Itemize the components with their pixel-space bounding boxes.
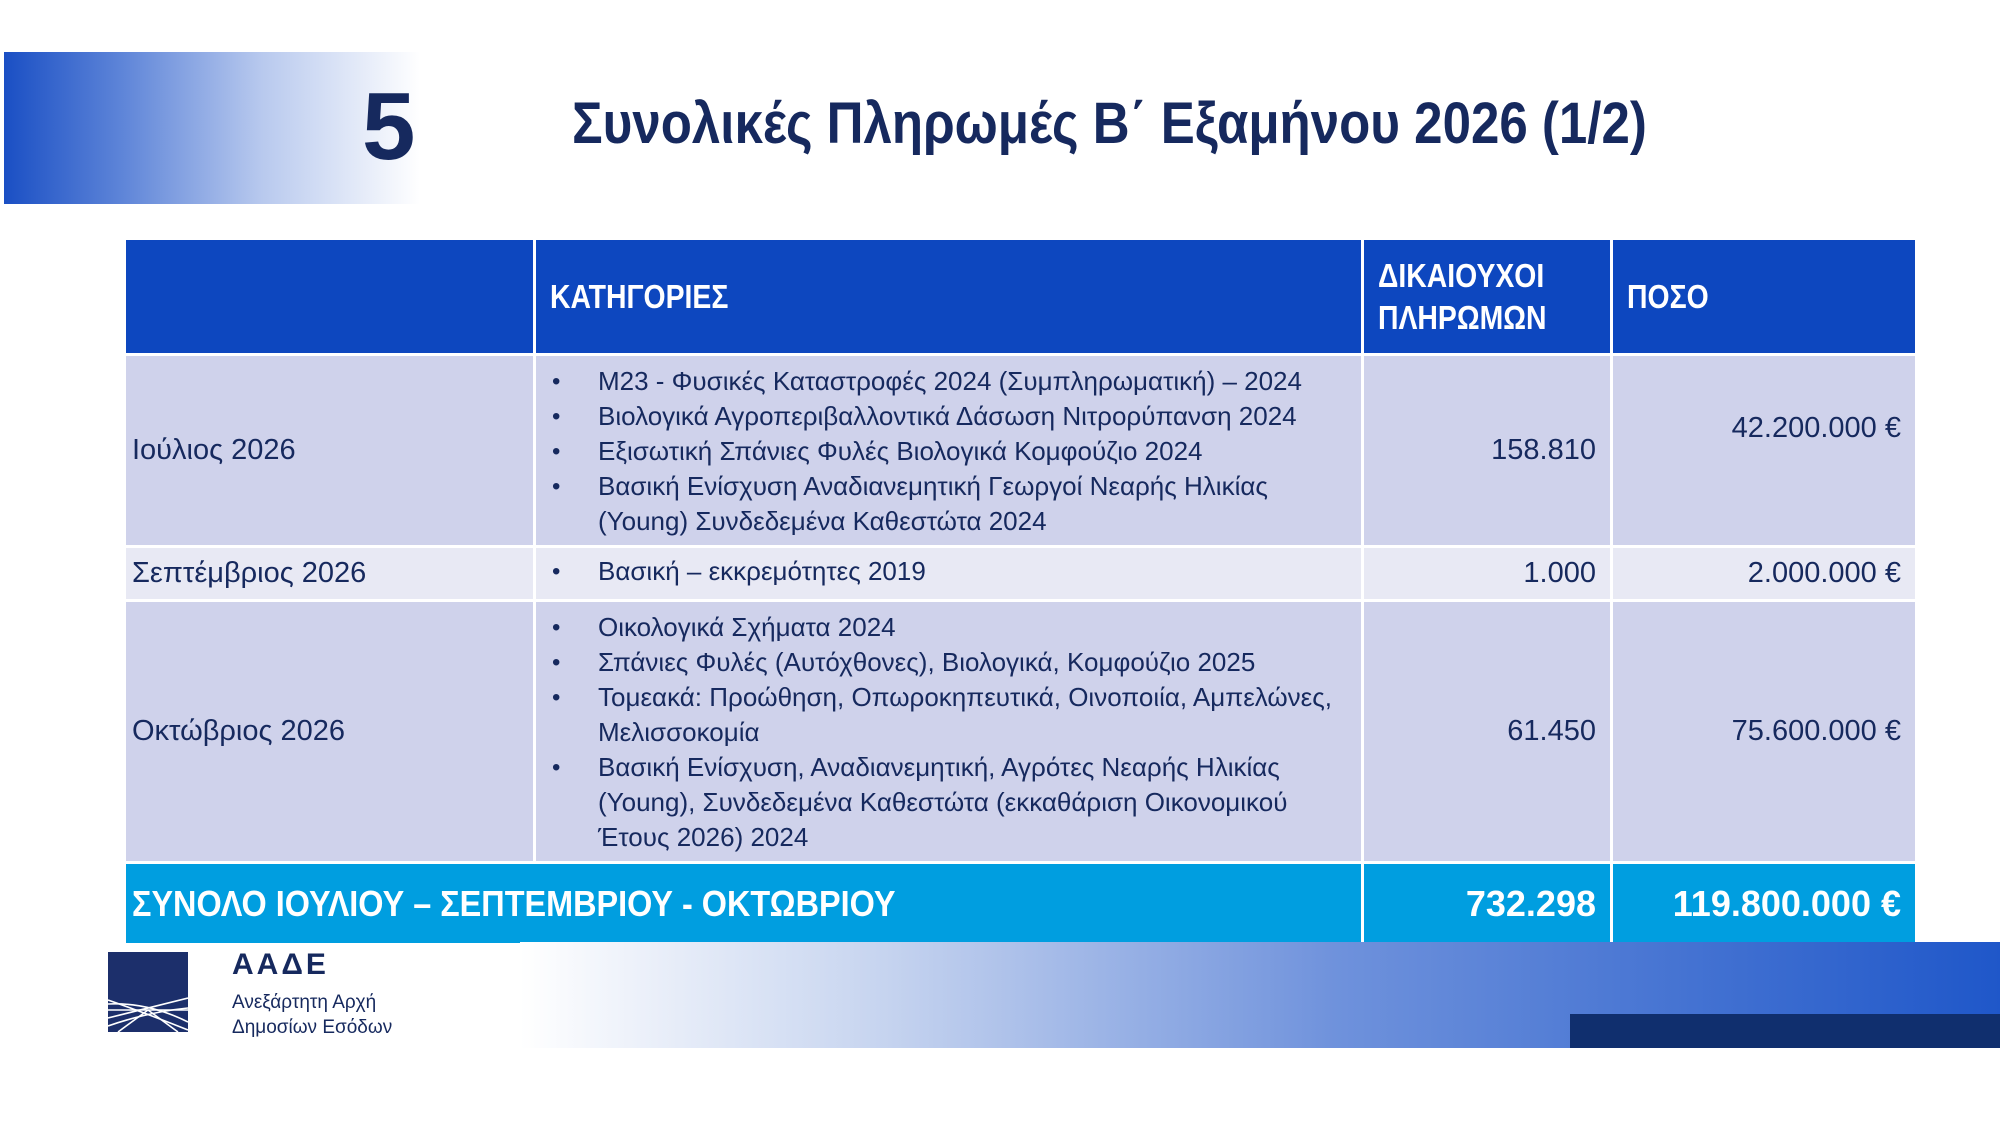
month-cell: Σεπτέμβριος 2026 [125,547,535,601]
payments-table [123,237,1918,946]
beneficiaries-cell: 158.810 [1363,355,1612,547]
table-row [125,547,1917,601]
total-beneficiaries: 732.298 [1363,863,1612,945]
header-categories: ΚΑΤΗΓΟΡΙΕΣ [535,239,1363,355]
logo-subtitle-line1: Ανεξάρτητη Αρχή [232,992,377,1013]
categories-cell [535,355,1363,547]
logo-name: ΑΑΔΕ [232,948,329,981]
amount-cell: 42.200.000 € [1612,355,1917,547]
header-beneficiaries: ΔΙΚΑΙΟΥΧΟΙ ΠΛΗΡΩΜΩΝ [1363,239,1612,355]
month-cell: Ιούλιος 2026 [125,355,535,547]
category-item: • Μ23 - Φυσικές Καταστροφές 2024 (Συμπληρωματική) – 2024 [550,364,1351,399]
category-item: • Βασική Ενίσχυση Αναδιανεμητική Γεωργοί Νεαρής Ηλικίας (Young) Συνδεδεμένα Καθεστώτα 2024 [550,469,1351,539]
header-month [125,239,535,355]
category-item: • Οικολογικά Σχήματα 2024 [550,610,1351,645]
logo-subtitle [232,990,392,1040]
logo-subtitle-line2: Δημοσίων Εσόδων [232,1017,393,1038]
total-label: ΣΥΝΟΛΟ ΙΟΥΛΙΟΥ – ΣΕΠΤΕΜΒΡΙΟΥ - ΟΚΤΩΒΡΙΟΥ [125,863,1363,945]
table-row [125,355,1917,547]
total-row [125,863,1917,945]
amount-cell: 2.000.000 € [1612,547,1917,601]
category-item: • Τομεακά: Προώθηση, Οπωροκηπευτικά, Οινοποιία, Αμπελώνες, Μελισσοκομία [550,680,1351,750]
category-item: • Βασική – εκκρεμότητες 2019 [550,554,1351,589]
slide-number: 5 [362,73,414,180]
category-item: • Βιολογικά Αγροπεριβαλλοντικά Δάσωση Νιτρορύπανση 2024 [550,399,1351,434]
top-gradient-band [4,52,420,204]
slide-title: Συνολικές Πληρωμές Β΄ Εξαμήνου 2026 (1/2) [572,91,1647,156]
amount-cell: 75.600.000 € [1612,601,1917,863]
category-item: • Εξισωτική Σπάνιες Φυλές Βιολογικά Κομφούζιο 2024 [550,434,1351,469]
aade-logo-icon [108,952,188,1032]
beneficiaries-cell: 1.000 [1363,547,1612,601]
beneficiaries-cell: 61.450 [1363,601,1612,863]
bottom-navy-bar [1570,1014,2000,1048]
month-cell: Οκτώβριος 2026 [125,601,535,863]
header-amount: ΠΟΣΟ [1612,239,1917,355]
category-item: • Σπάνιες Φυλές (Αυτόχθονες), Βιολογικά, Κομφούζιο 2025 [550,645,1351,680]
table-header-row [125,239,1917,355]
categories-cell [535,601,1363,863]
category-item: • Βασική Ενίσχυση, Αναδιανεμητική, Αγρότες Νεαρής Ηλικίας (Young), Συνδεδεμένα Καθεστώτα (εκκαθάριση Οικονομικού Έτους 2026) 2024 [550,750,1351,855]
total-amount: 119.800.000 € [1612,863,1917,945]
categories-cell [535,547,1363,601]
table-row [125,601,1917,863]
